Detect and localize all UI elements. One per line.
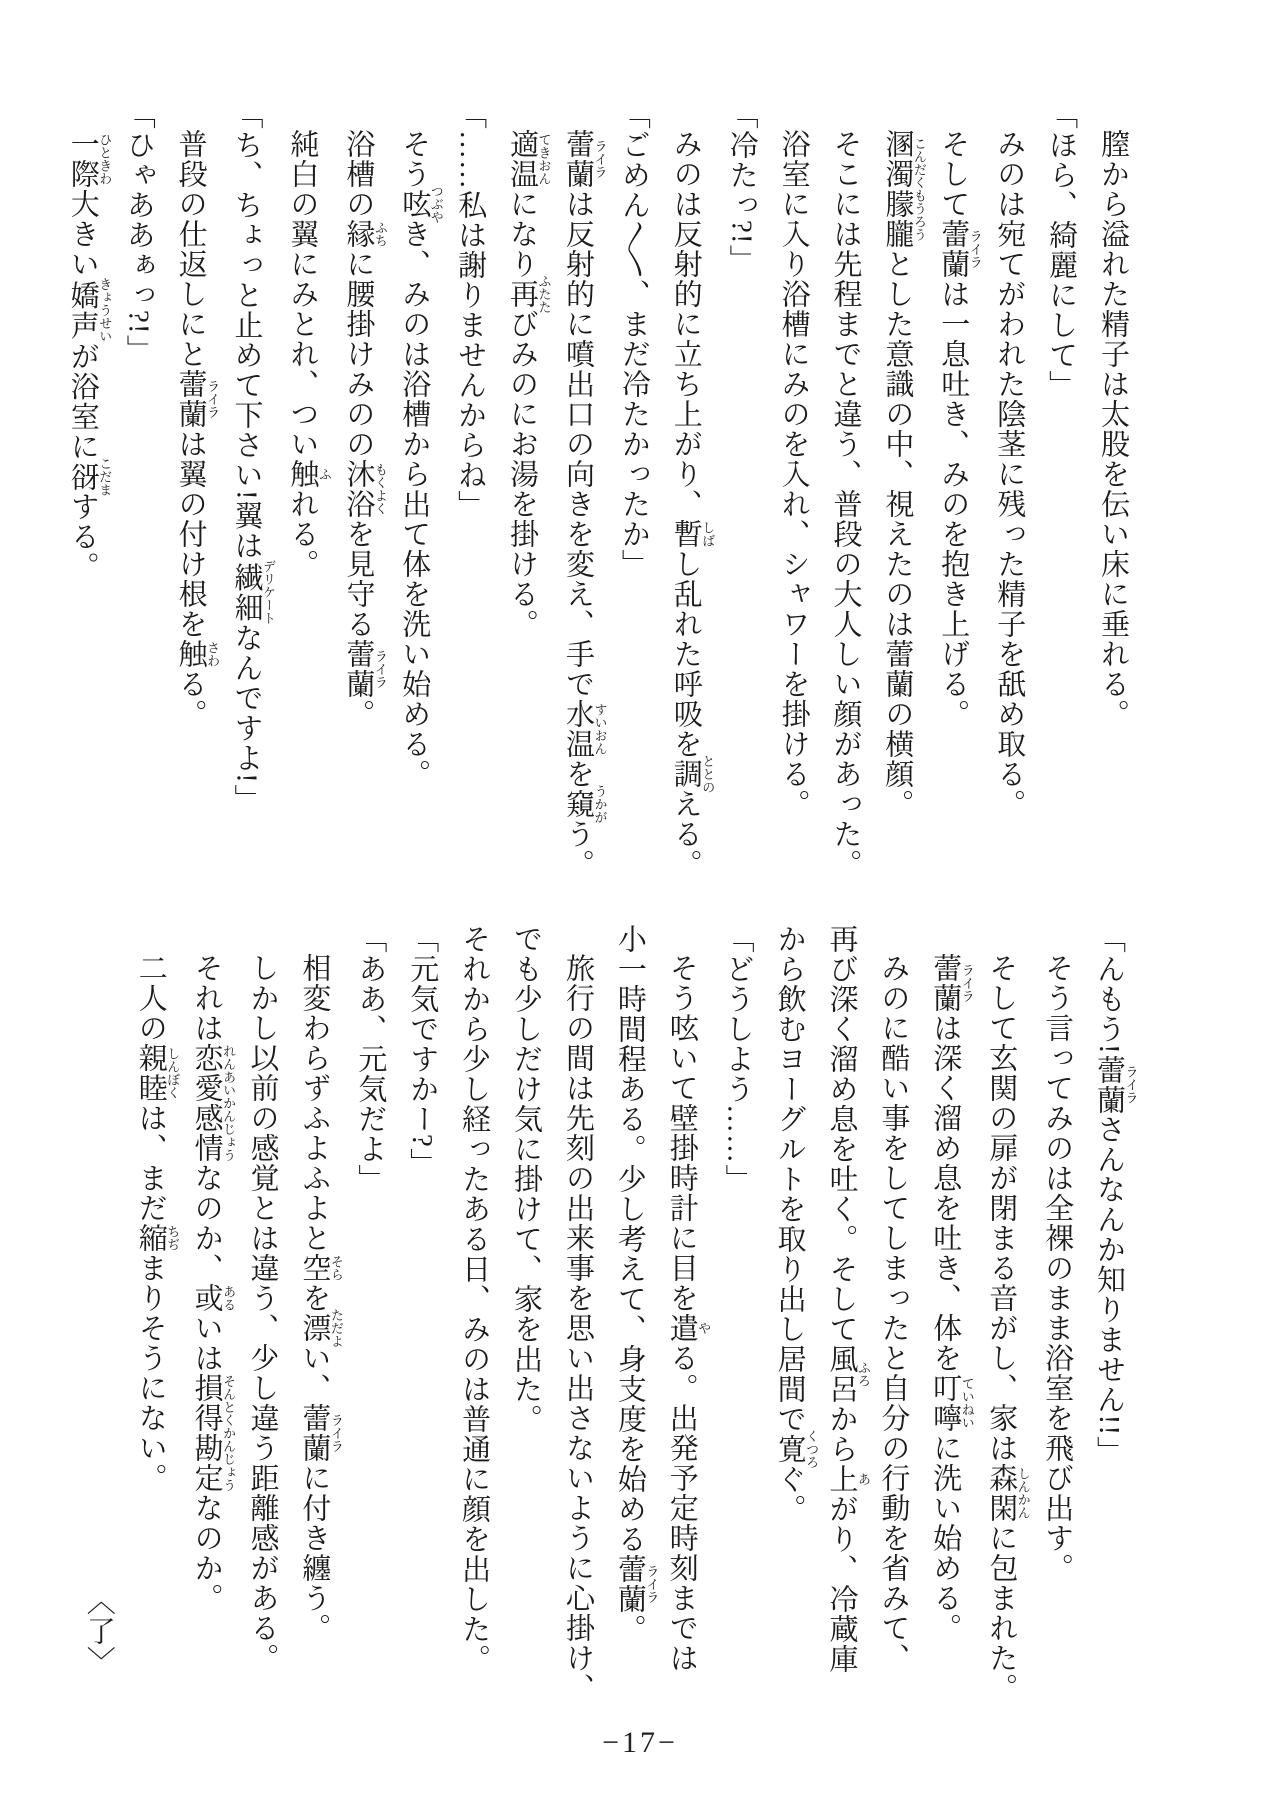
furigana-ruby: 蕾蘭ライラ (937, 219, 983, 279)
furigana-ruby: 寛くつろ (773, 1429, 820, 1469)
paragraph-line: 適温てきおんになり再ふたたびみのにお湯を掛ける。 (506, 129, 552, 639)
paragraph-line: そう呟つぶやき、みのは浴槽から出て体を洗い始める。 (398, 129, 444, 789)
paragraph-line: そこには先程までと違う、普段の大人しい顔があった。 (829, 129, 862, 879)
furigana-ruby: 蕾蘭ライラ (174, 369, 221, 429)
furigana-ruby: 親睦しんぼく (134, 1043, 181, 1103)
paragraph-line: 「ほら、綺麗にして」 (1045, 100, 1078, 400)
paragraph-line: 浴室に入り浴槽にみのを入れ、シャワーを掛ける。 (777, 129, 810, 819)
furigana-ruby: 損得勘定そんとくかんじょう (190, 1373, 237, 1493)
paragraph-line: 旅行の間は先刻の出来事を思い出さないように心掛け、でも少しだけ気に掛けて、家を出た。 (510, 924, 594, 1703)
furigana-ruby: 或ある (190, 1283, 237, 1313)
page-number: −17− (602, 1726, 678, 1759)
furigana-ruby: 触ふ (286, 459, 332, 489)
paragraph-line: 「どうしよう……」 (721, 924, 754, 1194)
paragraph-line: 相変わらずふよふよと空そらを漂ただよい、蕾蘭ライラに付き纏う。 (298, 953, 344, 1643)
paragraph-line: 〈了〉 (82, 1586, 115, 1676)
bottom-text-block (72, 924, 1139, 1703)
paragraph-line: 浴槽の縁ふちに腰掛けみのの沐浴もくよくを見守る蕾蘭ライラ。 (342, 129, 388, 729)
furigana-ruby: 遣や (665, 1313, 712, 1343)
top-text-block (56, 100, 1138, 881)
paragraph-line: 「ひゃああぁっ?!」 (122, 100, 155, 365)
paragraph-line: それから少し経ったある日、みのは普通に顔を出した。 (458, 924, 491, 1674)
furigana-ruby: 調ととの (669, 754, 716, 794)
furigana-ruby: 触さわ (174, 639, 221, 669)
paragraph-line: 純白の翼にみとれ、つい触ふれる。 (286, 129, 332, 579)
furigana-ruby: 適温てきおん (506, 129, 552, 189)
furigana-ruby: 谺こだま (66, 457, 113, 496)
paragraph-line: 普段の仕返しにと蕾蘭ライラは翼の付け根を触さわる。 (174, 129, 221, 729)
furigana-ruby: 窺うかが (561, 784, 608, 824)
paragraph-line: 二人の親睦しんぼくは、まだ縮ちぢまりそうにない。 (134, 953, 181, 1493)
paragraph-line: 蕾蘭ライラは反射的に噴出口の向きを変え、手で水温すいおんを窺うかがう。 (561, 129, 608, 879)
furigana-ruby: 上あ (825, 1464, 871, 1494)
furigana-ruby: 蕾蘭ライラ (613, 1554, 660, 1614)
furigana-ruby: 風呂ふろ (825, 1344, 871, 1404)
furigana-ruby: 森閑しんかん (985, 1463, 1031, 1523)
paragraph-line: 「んもう!蕾蘭ライラさんなんか知りません!!」 (1093, 924, 1139, 1466)
furigana-ruby: 蕾蘭ライラ (342, 639, 388, 699)
paragraph-line: 「ごめん〳〵、まだ冷たかったか」 (617, 100, 650, 579)
furigana-ruby: 縁ふち (342, 219, 388, 249)
paragraph-line: 「ああ、元気だよ」 (354, 924, 387, 1194)
furigana-ruby: 叮嚀ていねい (929, 1373, 975, 1433)
furigana-ruby: 沐浴もくよく (342, 459, 388, 519)
furigana-ruby: 恋愛感情れんあいかんじょう (190, 1043, 237, 1163)
furigana-ruby: 蕾蘭ライラ (561, 129, 608, 189)
paragraph-line: 蕾蘭ライラは深く溜め息を吐き、体を叮嚀ていねいに洗い始める。 (929, 953, 975, 1643)
furigana-ruby: 縮ちぢ (134, 1223, 181, 1253)
paragraph-line: 一際ひときわ大きい嬌声きょうせいが浴室に谺こだまする。 (66, 129, 113, 582)
furigana-ruby: 漂ただよ (298, 1308, 344, 1348)
paragraph-line: そして蕾蘭ライラは一息吐き、みのを抱き上げる。 (937, 129, 983, 729)
paragraph-line: 「ち、ちょっと止めて下さい!翼は繊細デリケートなんですよ!」 (230, 100, 276, 814)
furigana-ruby: 一際ひときわ (66, 129, 113, 189)
furigana-ruby: 蕾蘭ライラ (929, 953, 975, 1013)
furigana-ruby: 繊細デリケート (230, 559, 276, 625)
paragraph-line: 「……私は謝りませんからね」 (454, 100, 487, 520)
furigana-ruby: 空そら (298, 1253, 344, 1283)
furigana-ruby: 蕾蘭ライラ (1093, 1054, 1139, 1115)
paragraph-line: みのは反射的に立ち上がり、暫しばし乱れた呼吸を調ととのえる。 (669, 129, 716, 879)
paragraph-line: そして玄関の扉が閉まる音がし、家は森閑しんかんに包まれた。 (985, 953, 1031, 1703)
paragraph-line: 膣から溢れた精子は太股を伝い床に垂れる。 (1097, 129, 1129, 729)
furigana-ruby: 蕾蘭ライラ (298, 1403, 344, 1463)
paragraph-line: そう呟いて壁掛時計に目を遣やる。出発予定時刻までは小一時間程ある。少し考えて、身支度を始める蕾蘭ライラ。 (613, 924, 712, 1673)
paragraph-line: みのは宛てがわれた陰茎に残った精子を舐め取る。 (993, 129, 1026, 819)
paragraph-line: 溷濁朦朧こんだくもうろうとした意識の中、視えたのは蕾蘭の横顔。 (881, 129, 927, 819)
paragraph-line: それは恋愛感情れんあいかんじょうなのか、或あるいは損得勘定そんとくかんじょうなのか。 (190, 953, 237, 1613)
furigana-ruby: 溷濁朦朧こんだくもうろう (881, 129, 927, 249)
furigana-ruby: 呟つぶや (398, 184, 444, 224)
paragraph-line: 「元気ですかー?」 (406, 924, 439, 1178)
furigana-ruby: 嬌声きょうせい (66, 277, 113, 343)
paragraph-line: しかし以前の感覚とは違う、少し違う距離感がある。 (246, 953, 279, 1673)
paragraph-line: そう言ってみのは全裸のまま浴室を飛び出す。 (1041, 953, 1074, 1583)
furigana-ruby: 水温すいおん (561, 699, 608, 759)
furigana-ruby: 再ふたた (506, 274, 552, 314)
paragraph-line: みのに酷い事をしてしまったと自分の行動を省みて、再び深く溜め息を吐く。そして風呂ふろから上あがり、冷蔵庫から飲むヨーグルトを取り出し居間で寛くつろぐ。 (773, 924, 910, 1674)
furigana-ruby: 暫しば (669, 519, 716, 549)
paragraph-line: 「冷たっ?!」 (725, 100, 758, 275)
